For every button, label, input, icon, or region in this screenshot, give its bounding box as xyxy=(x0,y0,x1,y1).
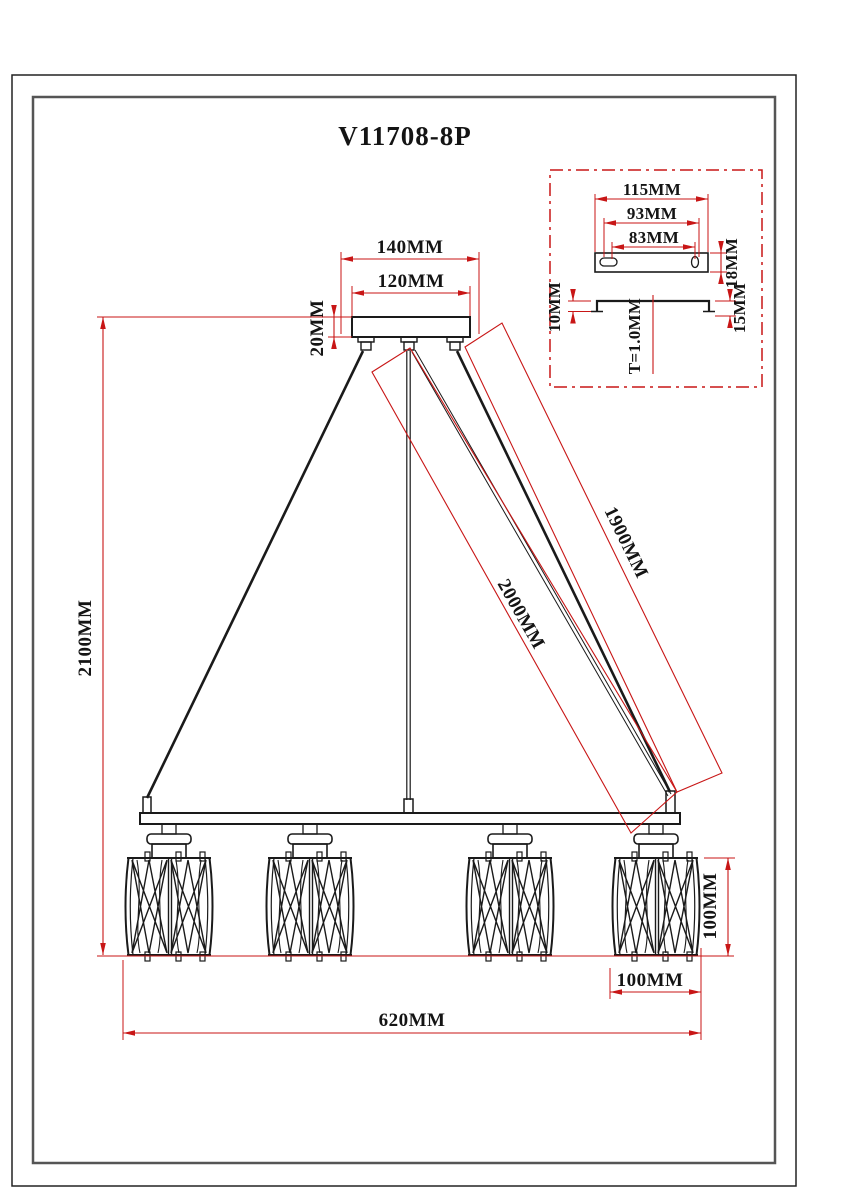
lamp-holder xyxy=(147,824,191,858)
dim-label: 100MM xyxy=(700,872,721,940)
drawing-title: V11708-8P xyxy=(338,121,472,151)
dim-label: 140MM xyxy=(376,237,444,258)
dim-box xyxy=(465,323,722,792)
dim-wire-1900 xyxy=(465,323,722,792)
suspension-wire-left xyxy=(147,351,363,798)
dim-canopy-height xyxy=(307,300,352,357)
lamp-shade xyxy=(467,852,554,961)
dim-left-flange xyxy=(545,282,591,332)
dim-overall-height xyxy=(75,317,734,956)
dim-hole-pitch-inner xyxy=(612,228,695,259)
dim-label: 620MM xyxy=(378,1010,446,1031)
lamp-shade xyxy=(126,852,213,961)
dim-right-flange xyxy=(715,283,749,333)
dim-shade-width xyxy=(610,968,701,999)
slot-hole xyxy=(600,258,617,266)
lamp-holder xyxy=(288,824,332,858)
mounting-plate-detail xyxy=(545,170,762,387)
dim-plate-depth xyxy=(710,238,741,288)
dim-label: 20MM xyxy=(307,299,328,357)
dim-label: 1900MM xyxy=(599,503,653,582)
dim-wire-2000 xyxy=(372,348,677,833)
dim-label: 83MM xyxy=(628,228,680,247)
center-rod xyxy=(407,351,410,800)
dim-label: 2000MM xyxy=(492,575,549,653)
dim-label: 10MM xyxy=(545,281,564,333)
lamp-shade xyxy=(267,852,354,961)
dim-canopy-width xyxy=(352,271,470,316)
ceiling-canopy xyxy=(352,317,470,337)
dim-overall-width xyxy=(123,948,701,1040)
dim-thickness xyxy=(625,295,653,374)
lamp-holder xyxy=(634,824,678,858)
lamp-shade xyxy=(613,852,700,961)
dim-label: 115MM xyxy=(622,180,682,199)
dim-box xyxy=(372,348,677,833)
lamp-assemblies xyxy=(126,824,700,961)
bar-posts xyxy=(143,791,675,813)
dim-label: 120MM xyxy=(377,271,445,292)
dim-shade-height xyxy=(700,858,735,956)
dim-label: 15MM xyxy=(730,282,749,334)
dim-label: 100MM xyxy=(616,970,684,991)
dim-label: 18MM xyxy=(722,237,741,289)
dim-label: 2100MM xyxy=(75,599,96,677)
dim-label: T=1.0MM xyxy=(625,297,644,375)
lamp-holder xyxy=(488,824,532,858)
ring-bar xyxy=(140,813,680,824)
dim-label: 93MM xyxy=(626,204,678,223)
